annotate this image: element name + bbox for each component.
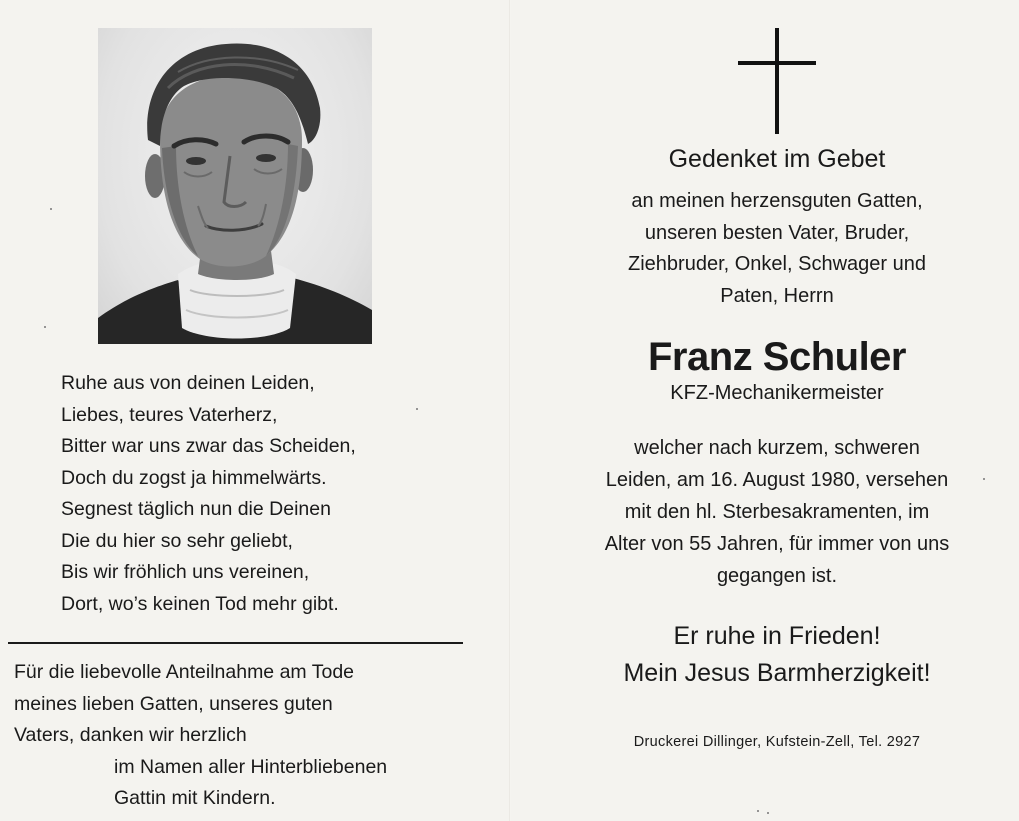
portrait-photo xyxy=(98,28,372,344)
details-line: gegangen ist. xyxy=(716,565,838,587)
details-line: mit den hl. Sterbesakramenten, im xyxy=(624,501,930,523)
deceased-profession: KFZ-Mechanikermeister xyxy=(670,382,884,404)
thanks-line: Vaters, danken wir herzlich xyxy=(14,724,247,746)
cross-icon xyxy=(738,28,816,134)
rip-line: Er ruhe in Frieden! xyxy=(673,622,881,650)
paper-speck xyxy=(44,326,46,328)
printer-credit: Druckerei Dillinger, Kufstein-Zell, Tel. 2927 xyxy=(633,734,921,750)
poem-line: Dort, wo’s keinen Tod mehr gibt. xyxy=(61,592,339,615)
poem xyxy=(61,368,356,620)
poem-line: Bis wir fröhlich uns vereinen, xyxy=(61,561,310,583)
intro-line: Paten, Herrn xyxy=(720,284,834,307)
obituary-panel xyxy=(545,0,1009,752)
card-fold xyxy=(509,0,511,821)
details-line: Alter von 55 Jahren, für immer von uns xyxy=(604,533,950,555)
deceased-name: Franz Schuler xyxy=(647,335,906,379)
paper-speck xyxy=(50,208,52,210)
death-details xyxy=(545,432,1009,592)
intro-line: an meinen herzensguten Gatten, xyxy=(631,190,923,212)
thanks-line: meines lieben Gatten, unseres guten xyxy=(14,692,333,715)
paper-speck xyxy=(767,812,769,814)
intro-text xyxy=(545,186,1009,312)
rest-in-peace xyxy=(545,618,1009,692)
poem-line: Segnest täglich nun die Deinen xyxy=(61,498,331,520)
thanks-note xyxy=(14,657,387,815)
paper-speck xyxy=(416,408,418,410)
thanks-line: Für die liebevolle Anteilnahme am Tode xyxy=(14,661,355,683)
signature-line: im Namen aller Hinterbliebenen xyxy=(114,755,388,778)
details-line: welcher nach kurzem, schweren xyxy=(634,437,920,459)
memorial-heading: Gedenket im Gebet xyxy=(668,145,886,173)
poem-line: Ruhe aus von deinen Leiden, xyxy=(61,372,315,394)
intro-line: unseren besten Vater, Bruder, xyxy=(644,221,910,244)
paper-speck xyxy=(983,478,985,480)
poem-line: Liebes, teures Vaterherz, xyxy=(61,403,278,426)
divider-rule xyxy=(8,642,463,644)
poem-line: Bitter war uns zwar das Scheiden, xyxy=(61,435,356,457)
paper-speck xyxy=(757,810,759,812)
signature-line: Gattin mit Kindern. xyxy=(114,787,276,809)
poem-line: Doch du zogst ja himmelwärts. xyxy=(61,466,327,489)
rip-line: Mein Jesus Barmherzigkeit! xyxy=(623,659,931,687)
intro-line: Ziehbruder, Onkel, Schwager und xyxy=(628,253,926,275)
poem-line: Die du hier so sehr geliebt, xyxy=(61,529,293,552)
details-line: Leiden, am 16. August 1980, versehen xyxy=(605,469,949,491)
